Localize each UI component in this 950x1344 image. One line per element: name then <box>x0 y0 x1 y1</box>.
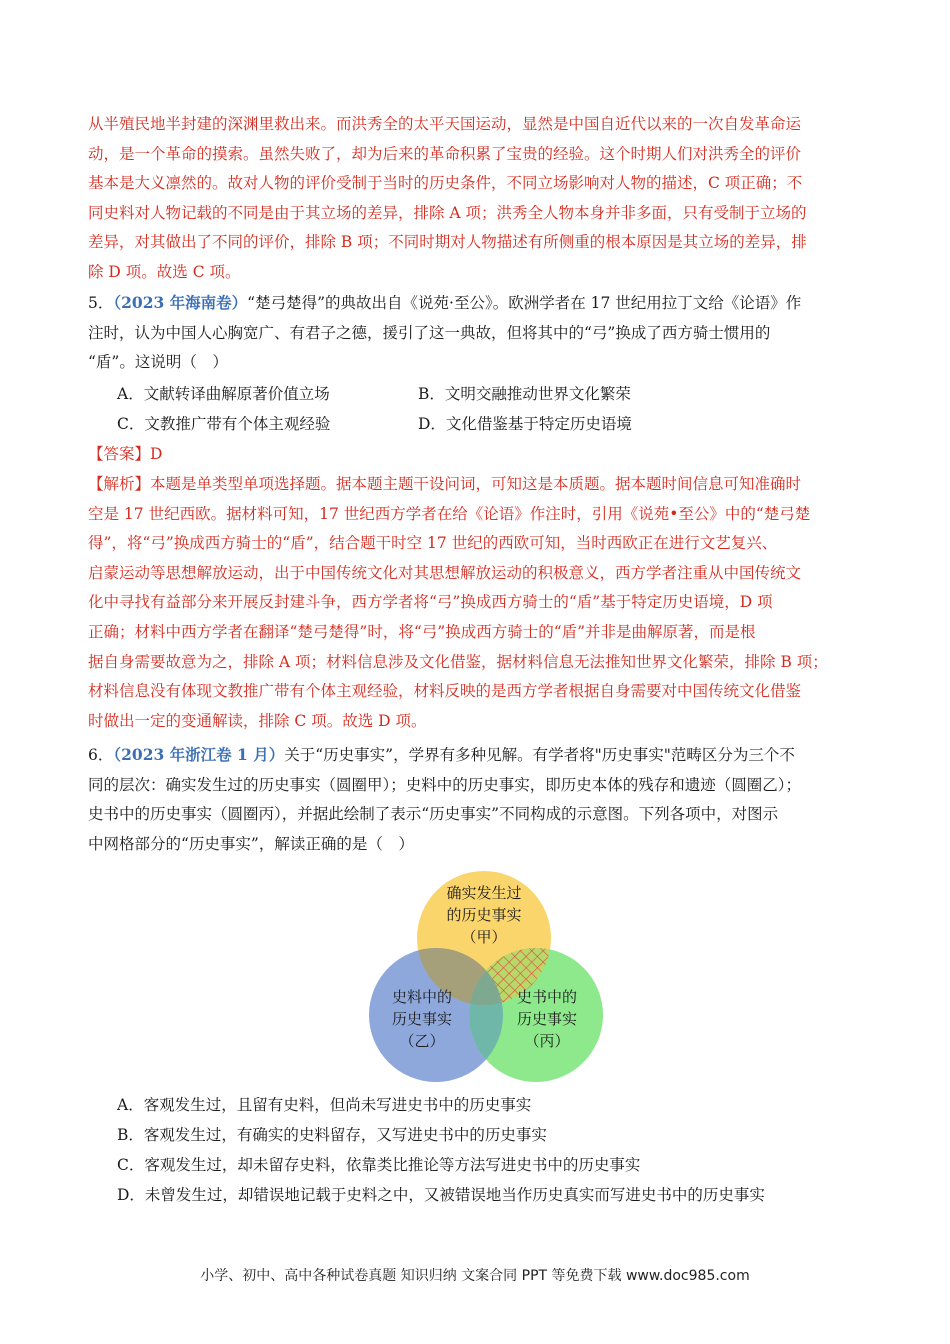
q6-option-a: A．客观发生过，且留有史料，但尚未写进史书中的历史事实 <box>117 1096 532 1114</box>
venn-label-yi: 历史事实 <box>391 1010 453 1028</box>
prev-analysis-line: 同史料对人物记载的不同是由于其立场的差异，排除 A 项；洪秀全人物本身并非多面，只有受制于立场的 <box>88 203 807 222</box>
q5-stem-line: “盾”。这说明（ ） <box>88 353 228 372</box>
venn-label-bing: 史书中的 <box>516 988 578 1006</box>
q5-answer: 【答案】D <box>88 445 163 463</box>
q5-analysis-line: 据自身需要故意为之，排除 A 项；材料信息涉及文化借鉴，据材料信息无法推知世界文化繁荣，排除 B 项； <box>88 652 828 671</box>
venn-label-bing: （丙） <box>524 1032 570 1050</box>
prev-analysis-line: 动，是一个革命的摸索。虽然失败了，却为后来的革命积累了宝贵的经验。这个时期人们对洪秀全的评价 <box>88 144 802 163</box>
q5-analysis-line: 【解析】本题是单类型单项选择题。据本题主题干设问词，可知这是本质题。据本题时间信息可知准确时 <box>88 475 802 493</box>
q6-source: （2023 年浙江卷 1 月） <box>113 745 285 764</box>
venn-label-jia: 确实发生过 <box>446 884 522 902</box>
q5-analysis-line: 得”，将“弓”换成西方骑士的“盾”，结合题干时空 17 世纪的西欧可知，当时西欧正在进行文艺复兴、 <box>88 534 778 553</box>
prev-analysis-line: 差异，对其做出了不同的评价，排除 B 项；不同时期对人物描述有所侧重的根本原因是其立场的差异，排 <box>88 233 807 252</box>
q5-analysis-line: 化中寻找有益部分来开展反封建斗争，西方学者将“弓”换成西方骑士的“盾”基于特定历史语境，D 项 <box>88 593 773 612</box>
q5-analysis-line: 正确；材料中西方学者在翻译“楚弓楚得”时，将“弓”换成西方骑士的“盾”并非是曲解原著，而是根 <box>88 622 756 641</box>
prev-analysis-line: 基本是大义凛然的。故对人物的评价受制于当时的历史条件，不同立场影响对人物的描述，C 项正确；不 <box>88 174 803 193</box>
q5-number: 5． <box>88 294 114 312</box>
q5-source: （2023 年海南卷） <box>113 293 248 312</box>
q6-option-b: B．客观发生过，有确实的史料留存，又写进史书中的历史事实 <box>117 1126 547 1144</box>
q5-stem-text: “楚弓楚得”的典故出自《说苑·至公》。欧洲学者在 17 世纪用拉丁文给《论语》作 <box>247 294 802 312</box>
prev-analysis-line: 从半殖民地半封建的深渊里救出来。而洪秀全的太平天国运动，显然是中国自近代以来的一次自发革命运 <box>88 115 802 133</box>
prev-analysis-line: 除 D 项。故选 C 项。 <box>88 262 241 281</box>
q5-option-c: C．文教推广带有个体主观经验 <box>117 415 331 433</box>
venn-label-yi: 史料中的 <box>391 988 453 1006</box>
q5-analysis-line: 空是 17 世纪西欧。据材料可知，17 世纪西方学者在给《论语》作注时，引用《说苑•至公》中的“楚弓楚 <box>88 504 811 523</box>
page-footer: 小学、初中、高中各种试卷真题 知识归纳 文案合同 PPT 等免费下载 www.doc985.com <box>200 1268 750 1284</box>
q5-option-d: D．文化借鉴基于特定历史语境 <box>418 415 632 433</box>
q6-stem-line: 中网格部分的“历史事实”，解读正确的是（ ） <box>88 834 414 853</box>
q6-option-d: D．未曾发生过，却错误地记载于史料之中，又被错误地当作历史真实而写进史书中的历史事实 <box>117 1186 765 1204</box>
venn-label-jia: （甲） <box>461 928 507 946</box>
q5-analysis-line: 时做出一定的变通解读，排除 C 项。故选 D 项。 <box>88 711 427 730</box>
venn-label-yi: （乙） <box>399 1032 445 1050</box>
q6-stem-line: 同的层次：确实发生过的历史事实（圆圈甲）；史料中的历史事实，即历史本体的残存和遗迹（圆圈乙）； <box>88 775 802 794</box>
q6-option-c: C．客观发生过，却未留存史料，依靠类比推论等方法写进史书中的历史事实 <box>117 1156 641 1174</box>
q6-stem-text: 关于“历史事实”，学界有多种见解。有学者将"历史事实"范畴区分为三个不 <box>284 746 795 764</box>
q6-stem-line: 史书中的历史事实（圆圈丙），并据此绘制了表示“历史事实”不同构成的示意图。下列各项中，对图示 <box>88 805 779 824</box>
q5-stem-line: 注时，认为中国人心胸宽广、有君子之德，援引了这一典故，但将其中的“弓”换成了西方骑士惯用的 <box>88 323 771 342</box>
q5-analysis-line: 启蒙运动等思想解放运动，出于中国传统文化对其思想解放运动的积极意义，西方学者注重从中国传统文 <box>88 563 802 582</box>
venn-label-bing: 历史事实 <box>516 1010 578 1028</box>
q5-analysis-line: 材料信息没有体现文教推广带有个体主观经验，材料反映的是西方学者根据自身需要对中国传统文化借鉴 <box>88 682 802 701</box>
q5-option-a: A．文献转译曲解原著价值立场 <box>117 385 330 403</box>
q5-option-b: B．文明交融推动世界文化繁荣 <box>418 385 631 403</box>
venn-label-jia: 的历史事实 <box>446 906 522 924</box>
q6-number: 6． <box>88 746 114 764</box>
